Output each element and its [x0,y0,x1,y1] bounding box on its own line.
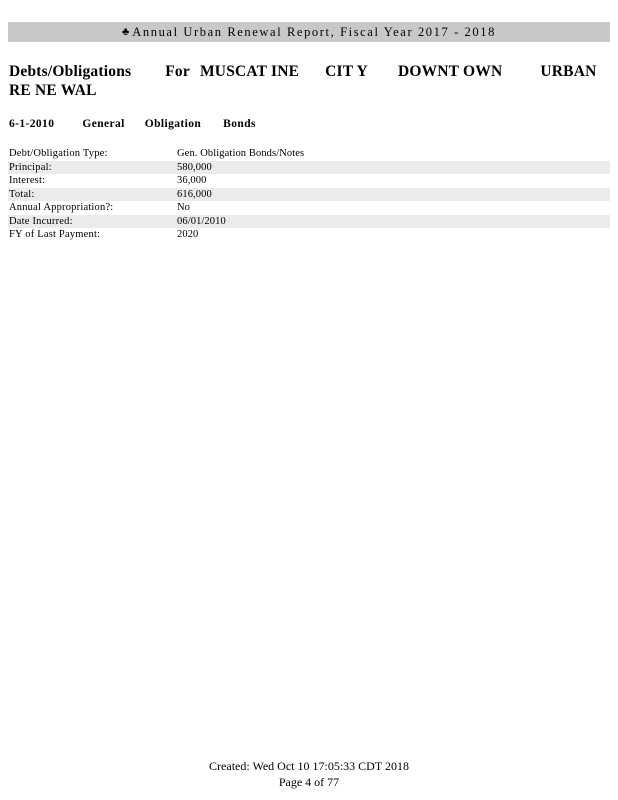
subtitle-word3: Bonds [223,118,256,130]
row-value: Gen. Obligation Bonds/Notes [177,148,305,159]
page-title-part3: MUSCAT INE [199,63,300,80]
debt-details-table [8,147,610,242]
row-label: Annual Appropriation?: [9,202,114,213]
page-title-part1: Debts/Obligations [9,63,132,80]
footer-created: Created: Wed Oct 10 17:05:33 CDT 2018 [209,759,409,773]
page-title-part2: For [165,63,190,80]
page-title-part4: CIT Y [325,63,368,80]
page-title-part7: RE NE WAL [9,82,97,99]
page-footer [0,758,618,790]
row-label: Date Incurred: [9,215,73,227]
row-label: Interest: [9,175,46,186]
table-row [8,188,610,202]
footer-page-number: Page 4 of 77 [278,775,340,789]
table-row [8,174,610,188]
table-row [8,228,610,242]
table-row [8,147,610,161]
row-value: 36,000 [177,175,207,186]
row-value: 580,000 [177,161,212,173]
table-row [8,201,610,215]
page-title-part6: URBAN [540,63,597,80]
row-label: Total: [9,188,35,200]
page-title [9,62,609,100]
row-value: 2020 [177,229,199,240]
table-row [8,161,610,175]
section-subtitle [9,118,256,130]
page-title-part5: DOWNT OWN [397,63,503,80]
row-value: 616,000 [177,188,212,200]
row-value: 06/01/2010 [177,215,226,227]
subtitle-word2: Obligation [144,118,202,130]
club-icon: ♣ [122,25,130,38]
report-header-text: Annual Urban Renewal Report, Fiscal Year 2017 - 2018 [132,24,496,39]
row-label: Debt/Obligation Type: [9,148,108,159]
subtitle-date: 6-1-2010 [9,118,55,130]
table-row [8,215,610,229]
subtitle-word1: General [82,118,125,130]
row-label: FY of Last Payment: [9,229,101,240]
row-label: Principal: [9,161,52,173]
row-value: No [177,202,191,213]
report-header-bar [8,22,610,42]
